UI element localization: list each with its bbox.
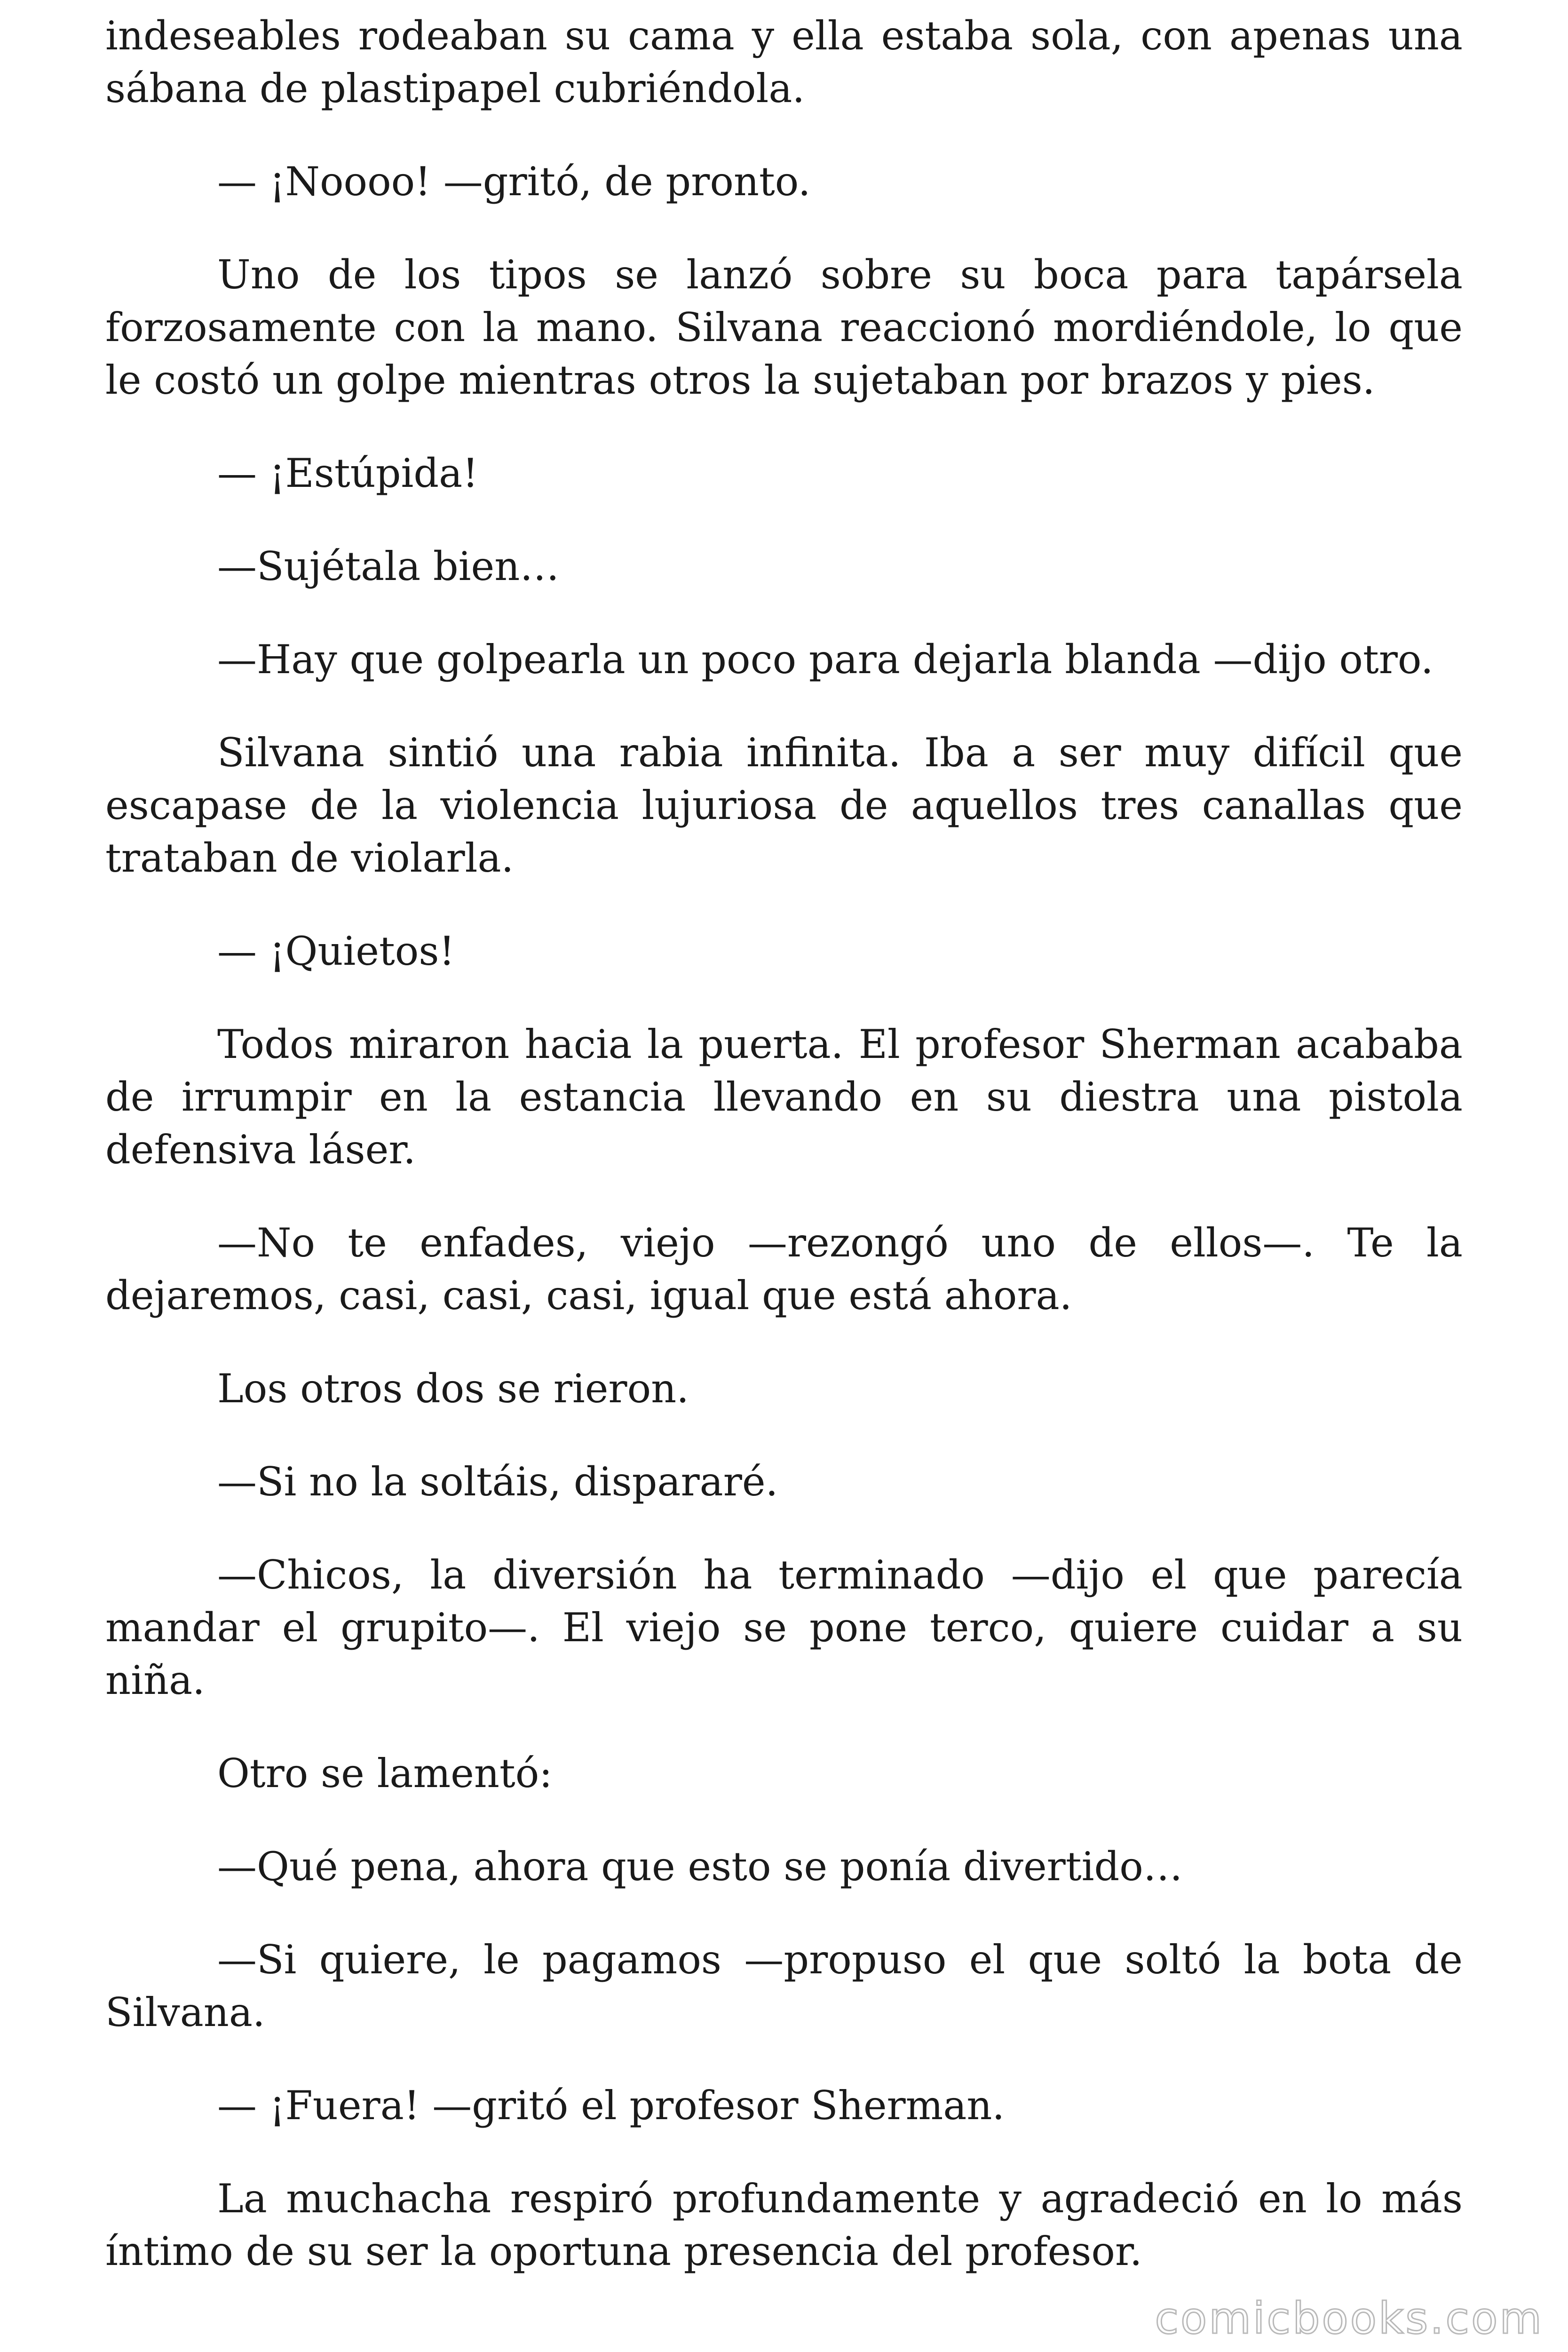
- paragraph: —Si quiere, le pagamos —propuso el que soltó la bota de Silvana.: [105, 1937, 1463, 2035]
- paragraph: Uno de los tipos se lanzó sobre su boca para tapársela forzosamente con la mano. Silvana reaccionó mordiéndole, lo que le costó un golpe mientras otros la sujetaban por brazos y pies.: [105, 252, 1463, 403]
- paragraph: — ¡Noooo! —gritó, de pronto.: [217, 159, 811, 205]
- paragraph: — ¡Quietos!: [217, 928, 455, 974]
- paragraph: Otro se lamentó:: [217, 1750, 553, 1796]
- paragraph: Los otros dos se rieron.: [217, 1366, 689, 1412]
- paragraph: indeseables rodeaban su cama y ella estaba sola, con apenas una sábana de plastipapel cubriéndola.: [105, 13, 1463, 111]
- paragraph: — ¡Estúpida!: [217, 450, 478, 496]
- paragraph: —Si no la soltáis, dispararé.: [217, 1459, 778, 1505]
- paragraph: —Sujétala bien…: [217, 543, 560, 589]
- paragraph: Silvana sintió una rabia infinita. Iba a ser muy difícil que escapase de la violencia lujuriosa de aquellos tres canallas que trataban de violarla.: [105, 730, 1463, 881]
- paragraph: La muchacha respiró profundamente y agradeció en lo más íntimo de su ser la oportuna presencia del profesor.: [105, 2176, 1463, 2274]
- paragraph: —Qué pena, ahora que esto se ponía divertido…: [217, 1843, 1183, 1890]
- paragraph: —Hay que golpearla un poco para dejarla blanda —dijo otro.: [217, 636, 1433, 683]
- page-body: [105, 9, 1463, 2318]
- paragraph: —Chicos, la diversión ha terminado —dijo el que parecía mandar el grupito—. El viejo se pone terco, quiere cuidar a su niña.: [105, 1552, 1463, 1703]
- watermark: comicbooks.com: [1155, 2293, 1544, 2344]
- paragraph: — ¡Fuera! —gritó el profesor Sherman.: [217, 2082, 1005, 2129]
- paragraph: —No te enfades, viejo —rezongó uno de ellos—. Te la dejaremos, casi, casi, casi, igual que está ahora.: [105, 1220, 1463, 1319]
- paragraph: Todos miraron hacia la puerta. El profesor Sherman acababa de irrumpir en la estancia llevando en su diestra una pistola defensiva láser.: [105, 1021, 1463, 1173]
